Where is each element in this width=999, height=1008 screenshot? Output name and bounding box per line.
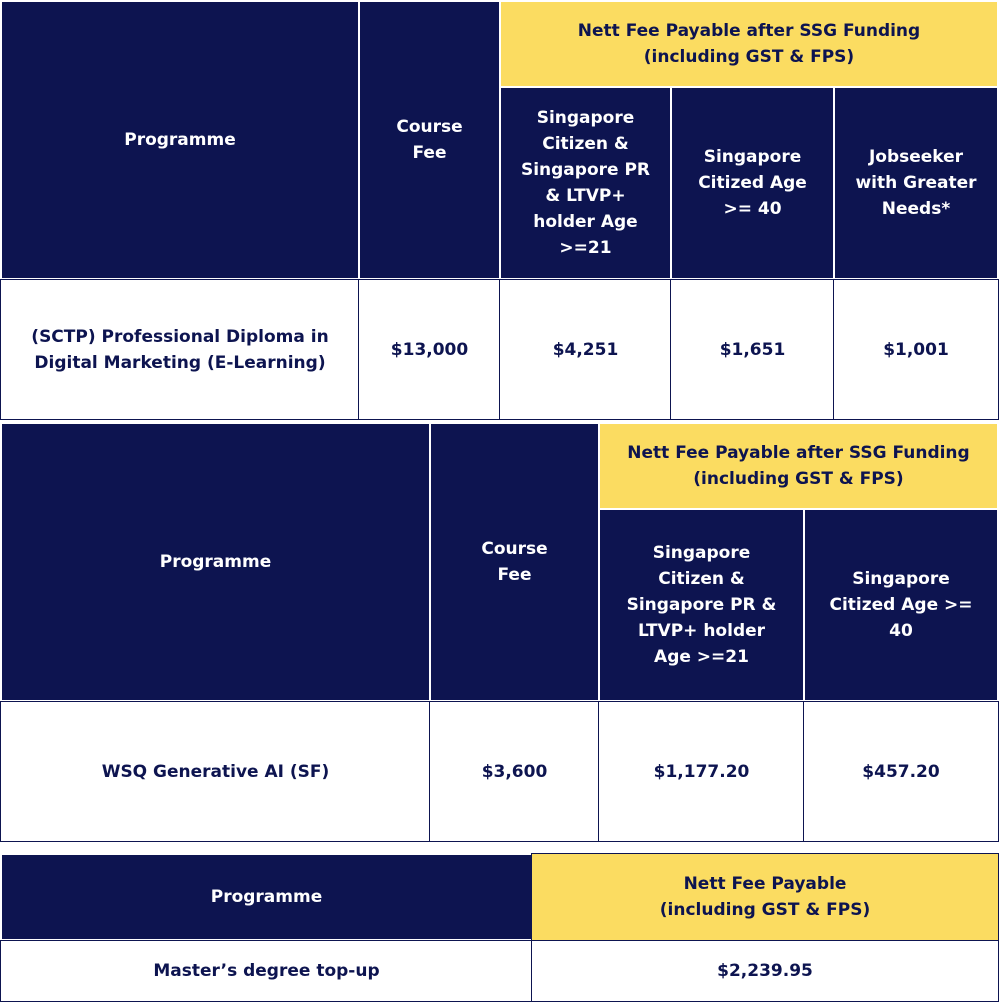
- t2-row-course-fee: $3,600: [429, 701, 600, 842]
- t1-header-citizen-pr-21: Singapore Citizen & Singapore PR & LTVP+ holder Age >=21: [499, 86, 672, 280]
- t3-row-nett-fee: $2,239.95: [531, 940, 999, 1002]
- t1-header-nett-fee: Nett Fee Payable after SSG Funding (including GST & FPS): [499, 0, 999, 88]
- t2-row-programme: WSQ Generative AI (SF): [0, 701, 431, 842]
- t1-row-jobseeker: $1,001: [833, 279, 999, 420]
- t2-header-citizen-40: Singapore Citized Age >= 40: [803, 508, 999, 702]
- t1-header-jobseeker: Jobseeker with Greater Needs*: [833, 86, 999, 280]
- t1-header-programme: Programme: [0, 0, 360, 280]
- t2-header-citizen-pr-21: Singapore Citizen & Singapore PR & LTVP+ holder Age >=21: [598, 508, 805, 702]
- t1-row-citizen-pr-21: $4,251: [499, 279, 672, 420]
- t3-header-programme: Programme: [0, 853, 533, 941]
- t2-header-course-fee: Course Fee: [429, 422, 600, 702]
- t3-header-nett-fee: Nett Fee Payable (including GST & FPS): [531, 853, 999, 941]
- t2-row-citizen-40: $457.20: [803, 701, 999, 842]
- t2-header-nett-fee: Nett Fee Payable after SSG Funding (including GST & FPS): [598, 422, 999, 510]
- t2-row-citizen-pr-21: $1,177.20: [598, 701, 805, 842]
- t2-header-programme: Programme: [0, 422, 431, 702]
- t1-row-programme: (SCTP) Professional Diploma in Digital Marketing (E-Learning): [0, 279, 360, 420]
- t1-row-citizen-40: $1,651: [670, 279, 835, 420]
- t1-header-citizen-40: Singapore Citized Age >= 40: [670, 86, 835, 280]
- t1-row-course-fee: $13,000: [358, 279, 501, 420]
- t1-header-course-fee: Course Fee: [358, 0, 501, 280]
- t3-row-programme: Master’s degree top-up: [0, 940, 533, 1002]
